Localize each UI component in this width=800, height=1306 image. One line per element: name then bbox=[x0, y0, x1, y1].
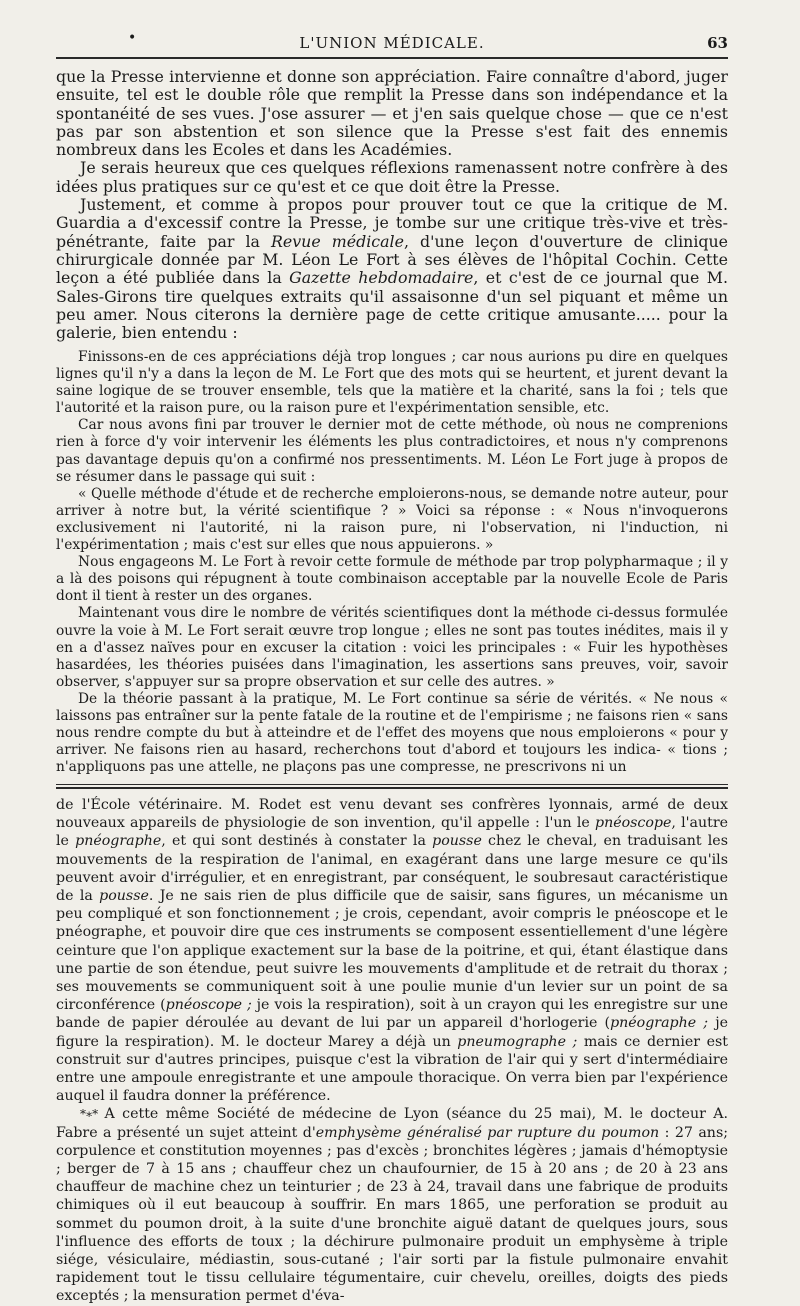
quote-paragraph-5: Maintenant vous dire le nombre de vérités scientifiques dont la méthode ci-dessus formulée ouvre la voie à M. Le Fort serait œuvre trop longue ; elles ne sont pas toutes inédites, mais il y en a d'assez naïves pour en excuser la citation : voici les principales : « Fuir les hypothèses hasardées, les théories puisées dans l'imagination, les assertions sans preuves, voir, savoir observer, s'appuyer sur sa propre observation et sur celle des autres. » bbox=[56, 605, 728, 690]
main-paragraph-3: Justement, et comme à propos pour prouver tout ce que la critique de M. Guardia a d'excessif contre la Presse, je tombe sur une critique très-vive et très-pénétrante, faite par la Revue médicale, d'une leçon d'ouverture de clinique chirurgicale donnée par M. Léon Le Fort à ses élèves de l'hôpital Cochin. Cette leçon a été publiée dans la Gazette hebdomadaire, et c'est de ce journal que M. Sales-Girons tire quelques extraits qu'il assaisonne d'un sel piquant et même un peu amer. Nous citerons la dernière page de cette critique amusante..... pour la galerie, bien entendu : bbox=[56, 195, 729, 343]
main-column bbox=[56, 68, 728, 342]
feuilleton-column bbox=[56, 796, 728, 1306]
quote-paragraph-6: De la théorie passant à la pratique, M. Le Fort continue sa série de vérités. « Ne nous « laissons pas entraîner sur la pente fatale de la routine et de l'empirisme ; ne faisons rien « sans nous rendre compte du but à atteindre et de l'effet des moyens que nous emploierons « pour y arriver. Ne faisons rien au hasard, recherchons tout d'abord et toujours les indica- « tions ; n'appliquons pas une attelle, ne plaçons pas une compresse, ne prescrivons ni un bbox=[56, 690, 728, 776]
main-paragraph-1: que la Presse intervienne et donne son appréciation. Faire connaître d'abord, juger ensuite, tel est le double rôle que remplit la Presse dans son indépendance et la spontanéité de ses vues. J'ose assurer — et j'en sais quelque chose — que ce n'est pas par son abstention et son silence que la Presse s'est fait des ennemis nombreux dans les Ecoles et dans les Académies. bbox=[56, 67, 728, 160]
header-rule bbox=[56, 57, 728, 59]
quote-paragraph-4: Nous engageons M. Le Fort à revoir cette formule de méthode par trop polypharmaque ; il y a là des poisons qui répugnent à toute combinaison acceptable par la nouvelle Ecole de Paris dont il tient à rester un des organes. bbox=[56, 554, 728, 605]
feuilleton-separator bbox=[56, 784, 728, 789]
quote-paragraph-1: Finissons-en de ces appréciations déjà trop longues ; car nous aurions pu dire en quelques lignes qu'il n'y a dans la leçon de M. Le Fort que des mots qui se heurtent, et jurent devant la saine logique de se trouver ensemble, tels que la matière et la charité, sans la foi ; tels que l'autorité et la raison pure, ou la raison pure et l'expérimentation sensible, etc. bbox=[56, 349, 728, 417]
page-header bbox=[56, 30, 728, 60]
running-title: L'UNION MÉDICALE. bbox=[299, 34, 485, 52]
feuilleton-paragraph-1: de l'École vétérinaire. M. Rodet est venu devant ses confrères lyonnais, armé de deux nouveaux appareils de physiologie de son invention, qu'il appelle : l'un le pnéoscope, l'autre le pnéographe, et qui sont destinés à constater la pousse chez le cheval, en traduisant les mouvements de la respiration de l'animal, en exagérant dans une large mesure ce qu'ils peuvent avoir d'irrégulier, et en enregistrant, par conséquent, le soubresaut caractéristique de la pousse. Je ne sais rien de plus difficile que de saisir, sans figures, un mécanisme un peu compliqué et son fonctionnement ; je crois, cependant, avoir compris le pnéoscope et le pnéographe, et pouvoir dire que ces instruments se composent essentiellement d'une légère ceinture que l'on applique exactement sur la base de la poitrine, et qui, étant élastique dans une partie de son étendue, peut suivre les mouvements d'amplitude et de retrait du thorax ; ses mouvements se communiquent soit à une poulie munie d'un levier sur un point de sa circonférence (pnéoscope ; je vois la respiration), soit à un crayon qui les enregistre sur une bande de papier déroulée au devant de lui par un appareil d'horlogerie (pnéographe ; je figure la respiration). M. le docteur Marey a déjà un pneumographe ; mais ce dernier est construit sur d'autres principes, puisque c'est la vibration de l'air qui y sert d'intermédiaire entre une ampoule enregistrante et une ampoule thoracique. On verra bien par l'expérience auquel il faudra donner la préférence. bbox=[56, 797, 729, 1105]
quote-paragraph-2: Car nous avons fini par trouver le dernier mot de cette méthode, où nous ne comprenions rien à force d'y voir intervenir les éléments les plus contradictoires, et nous n'y comprenons pas davantage depuis qu'on a confirmé nos pressentiments. M. Léon Le Fort juge à propos de se résumer dans le passage qui suit : bbox=[56, 417, 728, 485]
asterism: *∗* bbox=[80, 1107, 98, 1122]
feuilleton-paragraph-2: *∗* A cette même Société de médecine de Lyon (séance du 25 mai), M. le docteur A. Fabre a présenté un sujet atteint d'emphysème généralisé par rupture du poumon : 27 ans; corpulence et constitution moyennes ; pas d'excès ; bronchites légères ; jamais d'hémoptysie ; berger de 7 à 15 ans ; chauffeur chez un chaufournier, de 15 à 20 ans ; de 20 à 23 ans chauffeur de machine chez un teinturier ; de 23 à 24, travail dans une fabrique de produits chimiques où il eut beaucoup à souffrir. En mars 1865, une perforation se produit au sommet du poumon droit, à la suite d'une bronchite aiguë datant de quelques jours, sous l'influence des efforts de toux ; la déchirure pulmonaire produit un emphysème à triple siége, vésiculaire, médiastin, sous-cutané ; l'air sorti par la fistule pulmonaire envahit rapidement tout le tissu cellulaire tégumentaire, cuir chevelu, oreilles, doigts des pieds exceptés ; la mensuration permet d'éva- bbox=[56, 1106, 728, 1305]
revue-medicale-title: Revue médicale bbox=[271, 231, 404, 251]
quote-paragraph-3: « Quelle méthode d'étude et de recherche emploierons-nous, se demande notre auteur, pour arriver à notre but, la vérité scientifique ? » Voici sa réponse : « Nous n'invoquerons exclusivement ni l'autorité, ni la raison pure, ni l'observation, ni l'induction, ni l'expérimentation ; mais c'est sur elles que nous appuierons. » bbox=[56, 485, 728, 554]
printer-dot: • bbox=[128, 30, 137, 46]
newspaper-page bbox=[56, 0, 729, 1305]
quoted-critique bbox=[56, 349, 728, 776]
page-number: 63 bbox=[707, 34, 728, 52]
main-paragraph-2: Je serais heureux que ces quelques réflexions ramenassent notre confrère à des idées plus pratiques sur ce qu'est et ce que doit être la Presse. bbox=[56, 158, 728, 196]
gazette-hebdomadaire-title: Gazette hebdomadaire bbox=[289, 268, 474, 288]
